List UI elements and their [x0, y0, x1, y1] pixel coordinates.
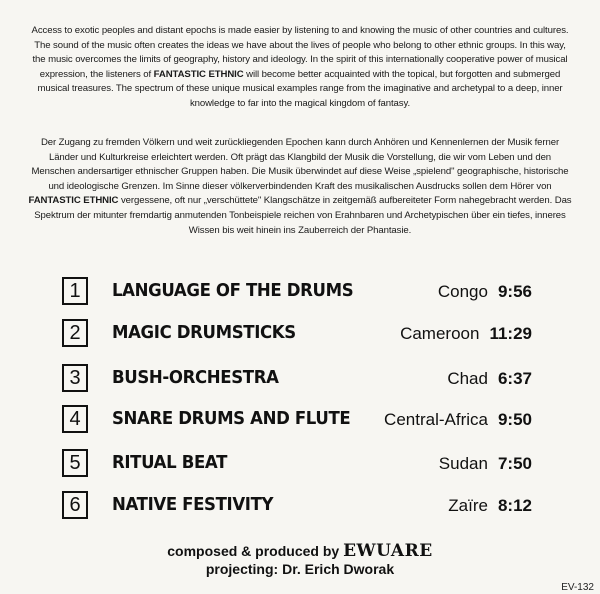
track-title: RITUAL BEAT: [112, 452, 227, 473]
project-credit: projecting: Dr. Erich Dworak: [205, 561, 395, 577]
track-origin: Central-Africa: [384, 410, 488, 429]
track-origin: Zaïre: [448, 496, 488, 515]
track-title: LANGUAGE OF THE DRUMS: [112, 280, 354, 301]
track-number-box: 6: [62, 491, 88, 519]
track-meta: [400, 322, 532, 346]
german-brand-name: FANTASTIC ETHNIC: [28, 195, 119, 207]
catalog-number: EV-132: [561, 582, 594, 593]
track-number-box: 5: [62, 449, 88, 477]
track-duration: 11:29: [489, 324, 532, 343]
track-row: [62, 277, 532, 309]
track-number-box: 2: [62, 319, 88, 347]
track-origin: Cameroon: [400, 324, 480, 343]
german-text-part2: vergessene, oft nur „verschüttete" Klangschätze in zeitgemäß aufbereiteter Form nahegebracht werden. Das Spektrum der mitunter fremdartig anmutenden Tonbeispiele reichen von Erahnbaren und Archetypischen über ein tiefes, inneres Wissen bis weit hinein ins Zauberreich der Phantasie.: [34, 195, 572, 236]
track-row: [62, 449, 532, 481]
track-title: SNARE DRUMS AND FLUTE: [112, 408, 351, 429]
english-text-part2: will become better acquainted with the topical, but forgotten and submerged musical treasures. The spectrum of these unique musical examples range from the imaginative and archetypal to a deep, inner knowledge to far into the magical kingdom of fantasy.: [37, 68, 563, 109]
track-meta: [447, 367, 532, 391]
track-row: [62, 491, 532, 523]
track-title: NATIVE FESTIVITY: [112, 494, 274, 515]
track-duration: 7:50: [497, 454, 532, 473]
track-origin: Chad: [447, 369, 488, 388]
track-number-box: 4: [62, 405, 88, 433]
german-liner-notes: [28, 136, 572, 238]
track-row: [62, 364, 532, 396]
producer-name: EWUARE: [343, 541, 433, 561]
producer-credit: [0, 541, 600, 561]
track-row: [62, 319, 532, 351]
track-origin: Sudan: [438, 454, 488, 473]
english-text-part1: Access to exotic peoples and distant epochs is made easier by listening to and knowing the music of other countries and cultures. The sound of the music often creates the ideas we have about the lives of people who belong to other ethnic groups. In this way, the music overcomes the limits of geography, history and ideology. In the spirit of this internationally cooperative power of musical expression, the listeners of: [31, 25, 569, 80]
track-title: BUSH-ORCHESTRA: [112, 367, 279, 388]
track-duration: 8:12: [497, 496, 532, 515]
track-origin: Congo: [437, 282, 488, 301]
track-number-box: 3: [62, 364, 88, 392]
track-duration: 9:50: [497, 410, 532, 429]
track-meta: [439, 452, 532, 476]
track-number-box: 1: [62, 277, 88, 305]
english-brand-name: FANTASTIC ETHNIC: [153, 68, 244, 80]
track-duration: 6:37: [497, 369, 532, 388]
track-meta: [448, 494, 532, 518]
german-text-part1: Der Zugang zu fremden Völkern und weit zurückliegenden Epochen kann durch Anhören und Kennenlernen der Musik ferner Länder und Kulturkreise erleichtert werden. Oft prägt das Klangbild der Musik die Vorstellung, die wir vom Leben und den Menschen andersartiger ethnischer Gruppen haben. Die Musik überwindet auf diese Weise „spielend" geographische, historische und ideologische Grenzen. Im Sinne dieser völkerverbindenden Kraft des musikalischen Ausdrucks sollen dem Hörer von: [31, 137, 569, 192]
track-meta: [384, 408, 532, 432]
track-row: [62, 405, 532, 437]
track-meta: [438, 280, 532, 304]
track-title: MAGIC DRUMSTICKS: [112, 322, 296, 343]
producer-credit-prefix: composed & produced by: [167, 543, 340, 559]
track-duration: 9:56: [497, 282, 532, 301]
english-liner-notes: [28, 24, 572, 112]
